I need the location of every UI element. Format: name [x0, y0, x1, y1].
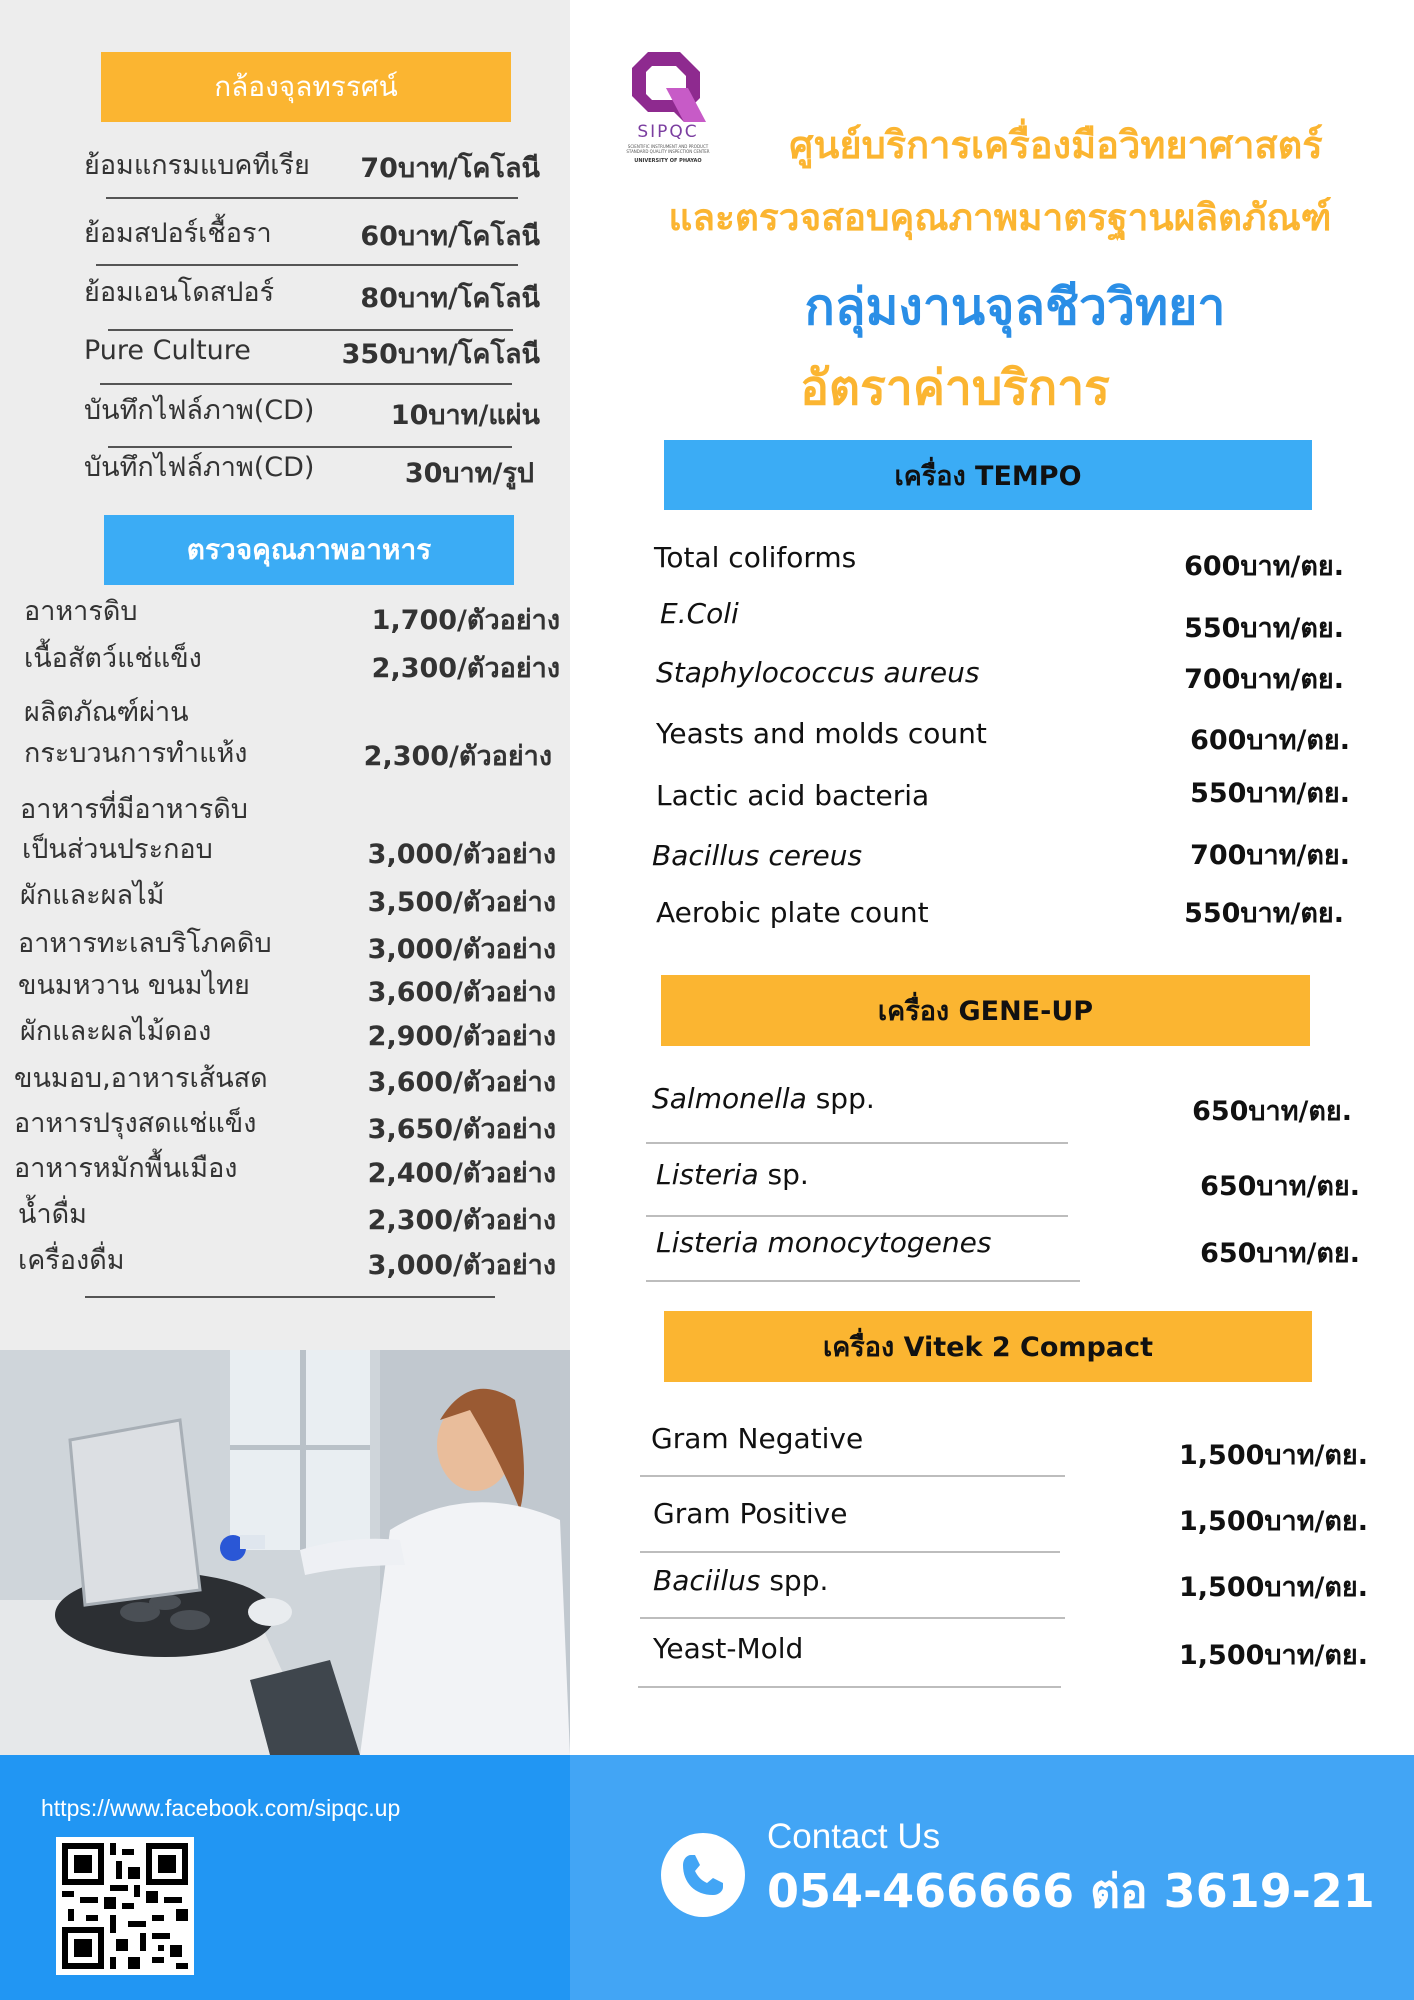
tempo-header-label: เครื่อง TEMPO: [894, 460, 1082, 492]
food-header-label: ตรวจคุณภาพอาหาร: [186, 533, 432, 566]
vitek-item: Gram Negative: [651, 1422, 864, 1455]
divider: [638, 1686, 1061, 1688]
tempo-item: Yeasts and molds count: [656, 717, 987, 750]
lab-photo-illustration: [0, 1350, 570, 1755]
title-service-rates: อัตราค่าบริการ: [800, 360, 1110, 416]
tempo-price: 550บาท/ตย.: [1184, 613, 1344, 644]
microscope-row-name: บันทึกไฟล์ภาพ(CD): [84, 452, 315, 483]
divider: [640, 1475, 1065, 1477]
logo-university: UNIVERSITY OF PHAYAO: [634, 158, 702, 164]
title-center-name-2: และตรวจสอบคุณภาพมาตรฐานผลิตภัณฑ์: [668, 196, 1332, 239]
vitek-item: Baciilus spp.: [653, 1564, 829, 1597]
food-row-name: ผักและผลไม้: [20, 880, 165, 911]
food-row-name: น้ำดื่ม: [18, 1199, 87, 1230]
food-row-price: 2,400/ตัวอย่าง: [367, 1158, 556, 1189]
phone-icon: [661, 1833, 745, 1917]
geneup-item: Salmonella spp.: [652, 1082, 875, 1115]
tempo-item: Total coliforms: [654, 541, 857, 574]
divider: [108, 329, 513, 331]
microscope-row-name: ย้อมสปอร์เชื้อรา: [84, 218, 272, 249]
microscope-row-name: ย้อมเอนโดสปอร์: [84, 277, 275, 308]
food-row-price: 3,000/ตัวอย่าง: [367, 839, 556, 870]
food-row-price: 3,500/ตัวอย่าง: [367, 887, 556, 918]
tempo-price: 700บาท/ตย.: [1190, 840, 1350, 871]
tempo-price: 600บาท/ตย.: [1184, 551, 1344, 582]
tempo-header: [664, 440, 1312, 510]
divider: [646, 1215, 1068, 1217]
food-row-name: อาหารปรุงสดแช่แข็ง: [14, 1108, 257, 1139]
divider: [106, 197, 518, 199]
phone-number[interactable]: 054-466666 ต่อ 3619-21: [767, 1864, 1375, 1918]
divider: [85, 1296, 495, 1298]
food-row-price: 2,300/ตัวอย่าง: [367, 1205, 556, 1236]
microscope-row-name: บันทึกไฟล์ภาพ(CD): [84, 395, 315, 426]
divider: [640, 1617, 1065, 1619]
food-row-price: 3,600/ตัวอย่าง: [367, 1067, 556, 1098]
food-row-name: อาหารดิบ: [24, 596, 138, 627]
contact-label: Contact Us: [767, 1817, 941, 1856]
footer-right: [570, 1755, 1414, 2000]
qr-code[interactable]: [56, 1837, 194, 1975]
food-row-name-line2: กระบวนการทำแห้ง: [24, 738, 248, 769]
microscope-row-price: 30บาท/รูป: [404, 458, 534, 489]
sipqc-logo: [622, 48, 714, 168]
footer-left: [0, 1755, 570, 2000]
tempo-price: 700บาท/ตย.: [1184, 664, 1344, 695]
food-row-price: 2,300/ตัวอย่าง: [371, 653, 560, 684]
microscope-row-name: ย้อมแกรมแบคทีเรีย: [84, 150, 310, 181]
tempo-price: 550บาท/ตย.: [1184, 898, 1344, 929]
food-row-price: 1,700/ตัวอย่าง: [371, 605, 560, 636]
lab-photo: [0, 1350, 570, 1755]
geneup-header: [661, 975, 1310, 1046]
divider: [640, 1551, 1060, 1553]
divider: [646, 1142, 1068, 1144]
vitek-header: [664, 1311, 1312, 1382]
logo-brand: SIPQC: [637, 122, 699, 142]
vitek-item: Yeast-Mold: [653, 1632, 804, 1665]
tempo-price: 600บาท/ตย.: [1190, 725, 1350, 756]
vitek-price: 1,500บาท/ตย.: [1179, 1572, 1368, 1603]
food-row-name: เครื่องดื่ม: [18, 1245, 125, 1276]
geneup-price: 650บาท/ตย.: [1200, 1238, 1360, 1269]
vitek-item: Gram Positive: [653, 1497, 848, 1530]
food-row-name: เนื้อสัตว์แช่แข็ง: [24, 643, 202, 674]
left-panel: [0, 0, 570, 1350]
food-row-name: ผลิตภัณฑ์ผ่าน: [24, 697, 189, 728]
geneup-price: 650บาท/ตย.: [1200, 1171, 1360, 1202]
geneup-price: 650บาท/ตย.: [1192, 1096, 1352, 1127]
microscope-row-price: 80บาท/โคโลนี: [360, 283, 540, 314]
vitek-header-label: เครื่อง Vitek 2 Compact: [823, 1332, 1153, 1363]
geneup-header-label: เครื่อง GENE-UP: [877, 996, 1094, 1027]
vitek-price: 1,500บาท/ตย.: [1179, 1440, 1368, 1471]
tempo-item: Bacillus cereus: [652, 839, 863, 872]
vitek-price: 1,500บาท/ตย.: [1179, 1640, 1368, 1671]
food-row-price: 2,300/ตัวอย่าง: [363, 741, 552, 772]
microscope-row-price: 350บาท/โคโลนี: [341, 339, 540, 370]
tempo-item: Aerobic plate count: [656, 896, 929, 929]
microscope-row-name: Pure Culture: [84, 335, 251, 366]
divider: [96, 264, 518, 266]
food-row-name: ผักและผลไม้ดอง: [20, 1016, 212, 1047]
geneup-item: Listeria monocytogenes: [656, 1226, 992, 1259]
food-header: [104, 515, 514, 585]
food-row-name: อาหารทะเลบริโภคดิบ: [18, 928, 272, 959]
vitek-price: 1,500บาท/ตย.: [1179, 1506, 1368, 1537]
tempo-item: E.Coli: [660, 597, 739, 630]
microscope-row-price: 70บาท/โคโลนี: [360, 153, 540, 184]
tempo-item: Lactic acid bacteria: [656, 779, 930, 812]
food-row-price: 3,650/ตัวอย่าง: [367, 1114, 556, 1145]
food-row-name: ขนมหวาน ขนมไทย: [18, 970, 250, 1001]
logo-tagline: SCIENTIFIC INSTRUMENT AND PRODUCT STANDARD QUALITY INSPECTION CENTER: [626, 144, 710, 154]
food-row-name: อาหารหมักพื้นเมือง: [14, 1153, 238, 1184]
divider: [646, 1280, 1080, 1282]
food-row-name: ขนมอบ,อาหารเส้นสด: [14, 1063, 268, 1094]
microscope-row-price: 60บาท/โคโลนี: [360, 221, 540, 252]
food-row-price: 2,900/ตัวอย่าง: [367, 1021, 556, 1052]
tempo-item: Staphylococcus aureus: [656, 656, 980, 689]
phone-handset-icon: [661, 1833, 745, 1917]
divider: [108, 446, 512, 448]
title-center-name: ศูนย์บริการเครื่องมือวิทยาศาสตร์: [789, 123, 1323, 167]
food-row-price: 3,000/ตัวอย่าง: [367, 1250, 556, 1281]
tempo-price: 550บาท/ตย.: [1190, 778, 1350, 809]
food-row-name: อาหารที่มีอาหารดิบ: [20, 794, 248, 825]
geneup-item: Listeria sp.: [656, 1158, 809, 1191]
logo-q-icon: [622, 48, 714, 126]
food-row-name-line2: เป็นส่วนประกอบ: [22, 834, 213, 865]
microscope-row-price: 10บาท/แผ่น: [390, 400, 540, 431]
microscope-header-label: กล้องจุลทรรศน์: [214, 70, 398, 103]
food-row-price: 3,000/ตัวอย่าง: [367, 934, 556, 965]
title-department: กลุ่มงานจุลชีววิทยา: [804, 278, 1226, 336]
microscope-header: [101, 52, 511, 122]
divider: [100, 383, 512, 385]
facebook-url[interactable]: https://www.facebook.com/sipqc.up: [41, 1795, 401, 1821]
food-row-price: 3,600/ตัวอย่าง: [367, 977, 556, 1008]
